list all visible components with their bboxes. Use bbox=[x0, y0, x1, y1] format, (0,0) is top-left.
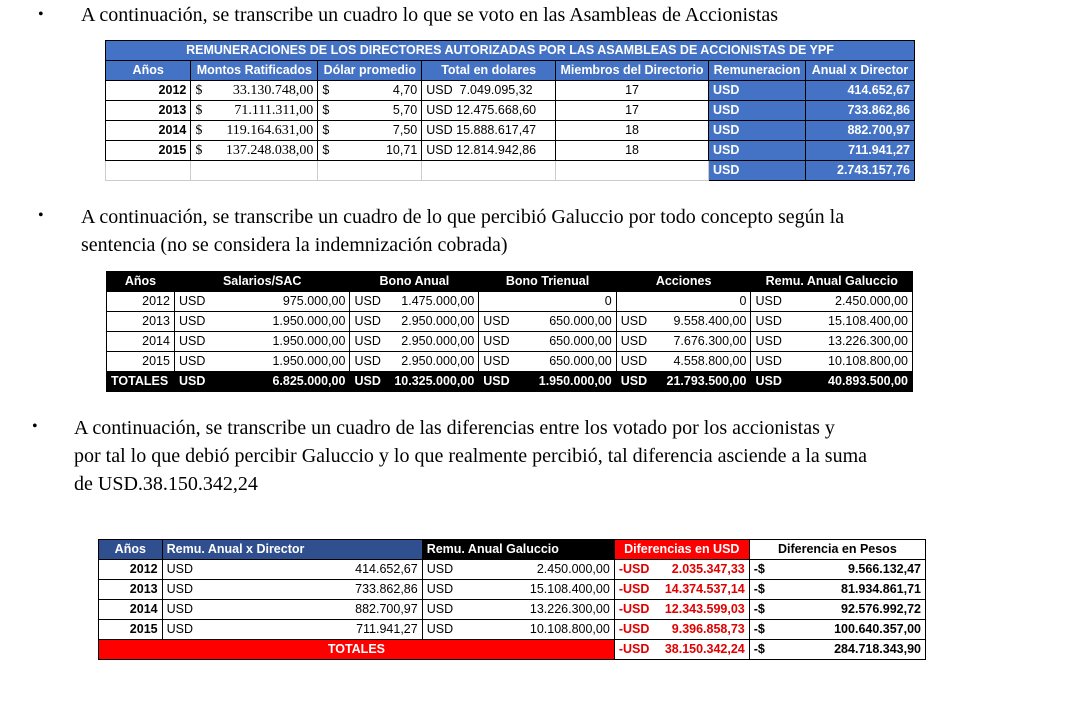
bullet-dot: • bbox=[38, 207, 44, 224]
currency: USD bbox=[751, 292, 795, 312]
acciones-total: 21.793.500,00 bbox=[657, 372, 751, 392]
remu-total: 40.893.500,00 bbox=[795, 372, 913, 392]
year-cell: 2014 bbox=[106, 121, 191, 141]
currency: USD bbox=[422, 560, 470, 580]
currency: USD bbox=[426, 123, 453, 137]
bullet-dot: • bbox=[38, 6, 44, 23]
currency: USD bbox=[350, 352, 390, 372]
col-header: Remu. Anual Galuccio bbox=[751, 272, 913, 292]
trienual-value: 0 bbox=[522, 292, 617, 312]
currency: USD bbox=[479, 312, 522, 332]
bono-total: 10.325.000,00 bbox=[390, 372, 479, 392]
dolar-value: 7,50 bbox=[392, 123, 418, 137]
currency: -$ bbox=[749, 620, 773, 640]
acciones-value: 4.558.800,00 bbox=[657, 352, 751, 372]
acciones-value: 7.676.300,00 bbox=[657, 332, 751, 352]
col-header: Diferencias en USD bbox=[614, 540, 749, 560]
currency: -$ bbox=[749, 560, 773, 580]
currency: USD bbox=[422, 580, 470, 600]
currency: USD bbox=[751, 352, 795, 372]
col-header: Años bbox=[99, 540, 163, 560]
currency: USD bbox=[174, 352, 218, 372]
currency: USD bbox=[709, 141, 806, 161]
table-row bbox=[99, 560, 926, 580]
miembros-value: 18 bbox=[556, 141, 709, 161]
currency: USD bbox=[709, 121, 806, 141]
currency: $ bbox=[322, 103, 330, 117]
bono-value: 2.950.000,00 bbox=[390, 312, 479, 332]
currency: USD bbox=[174, 332, 218, 352]
totals-label: TOTALES bbox=[107, 372, 175, 392]
table-row bbox=[106, 101, 915, 121]
total-anual-value: 2.743.157,76 bbox=[806, 161, 915, 181]
table-asambleas bbox=[105, 40, 915, 181]
anual-value: 711.941,27 bbox=[806, 141, 915, 161]
anual-value: 733.862,86 bbox=[806, 101, 915, 121]
salario-value: 975.000,00 bbox=[218, 292, 350, 312]
director-value: 711.941,27 bbox=[209, 620, 422, 640]
col-header: Años bbox=[107, 272, 175, 292]
total-value: 15.888.617,47 bbox=[456, 123, 537, 137]
col-header: Diferencia en Pesos bbox=[749, 540, 925, 560]
galuccio-value: 13.226.300,00 bbox=[470, 600, 614, 620]
year-cell: 2012 bbox=[107, 292, 175, 312]
currency: USD bbox=[174, 312, 218, 332]
currency: USD bbox=[350, 312, 390, 332]
director-value: 414.652,67 bbox=[209, 560, 422, 580]
currency bbox=[616, 292, 657, 312]
trienual-value: 650.000,00 bbox=[522, 332, 617, 352]
currency: USD bbox=[162, 580, 209, 600]
diferencia-pesos-total: 284.718.343,90 bbox=[773, 640, 925, 660]
currency: USD bbox=[162, 600, 209, 620]
bullet-text: A continuación, se transcribe un cuadro lo que se voto en las Asambleas de Accionistas bbox=[81, 4, 779, 26]
currency: USD bbox=[350, 372, 390, 392]
table-row bbox=[107, 312, 913, 332]
currency bbox=[479, 292, 522, 312]
salario-value: 1.950.000,00 bbox=[218, 352, 350, 372]
year-cell: 2012 bbox=[99, 560, 163, 580]
total-value: 12.814.942,86 bbox=[456, 143, 537, 157]
currency: USD bbox=[751, 372, 795, 392]
diferencia-usd-total: 38.150.342,24 bbox=[653, 640, 749, 660]
monto-value: 119.164.631,00 bbox=[226, 123, 314, 138]
col-header: Bono Anual bbox=[350, 272, 479, 292]
currency: USD bbox=[162, 620, 209, 640]
col-header: Montos Ratificados bbox=[191, 61, 318, 81]
col-header: Remu. Anual Galuccio bbox=[422, 540, 614, 560]
table-row bbox=[99, 600, 926, 620]
table-row bbox=[107, 332, 913, 352]
currency: USD bbox=[174, 292, 218, 312]
col-header: Anual x Director bbox=[806, 61, 915, 81]
year-cell: 2012 bbox=[106, 81, 191, 101]
director-value: 733.862,86 bbox=[209, 580, 422, 600]
remu-value: 2.450.000,00 bbox=[795, 292, 913, 312]
currency: -USD bbox=[614, 600, 653, 620]
trienual-total: 1.950.000,00 bbox=[522, 372, 617, 392]
currency: $ bbox=[322, 143, 330, 157]
year-cell: 2014 bbox=[99, 600, 163, 620]
remu-value: 10.108.800,00 bbox=[795, 352, 913, 372]
col-header: Remu. Anual x Director bbox=[162, 540, 422, 560]
table-row bbox=[99, 580, 926, 600]
table-galuccio bbox=[106, 271, 913, 392]
remu-value: 15.108.400,00 bbox=[795, 312, 913, 332]
bono-value: 2.950.000,00 bbox=[390, 332, 479, 352]
acciones-value: 0 bbox=[657, 292, 751, 312]
currency: USD bbox=[162, 560, 209, 580]
col-header: Acciones bbox=[616, 272, 751, 292]
currency: USD bbox=[479, 372, 522, 392]
trienual-value: 650.000,00 bbox=[522, 312, 617, 332]
galuccio-value: 15.108.400,00 bbox=[470, 580, 614, 600]
anual-value: 414.652,67 bbox=[806, 81, 915, 101]
table-row bbox=[99, 620, 926, 640]
currency: USD bbox=[422, 620, 470, 640]
bono-value: 1.475.000,00 bbox=[390, 292, 479, 312]
total-row bbox=[106, 161, 915, 181]
currency: $ bbox=[195, 103, 203, 118]
currency: -$ bbox=[749, 580, 773, 600]
bullet-text: A continuación, se transcribe un cuadro de las diferencias entre los votado por los accionistas y por tal lo que debió percibir Galuccio y lo que realmente percibió, tal diferencia asciende a la suma de USD.38.150.342,24 bbox=[74, 417, 867, 495]
salario-total: 6.825.000,00 bbox=[218, 372, 350, 392]
col-header: Total en dolares bbox=[422, 61, 556, 81]
total-value: 12.475.668,60 bbox=[456, 103, 537, 117]
currency: -$ bbox=[749, 640, 773, 660]
director-value: 882.700,97 bbox=[209, 600, 422, 620]
totals-row bbox=[99, 640, 926, 660]
currency: USD bbox=[479, 352, 522, 372]
currency: USD bbox=[751, 312, 795, 332]
diferencia-pesos: 100.640.357,00 bbox=[773, 620, 925, 640]
diferencia-usd: 12.343.599,03 bbox=[653, 600, 749, 620]
salario-value: 1.950.000,00 bbox=[218, 332, 350, 352]
currency: USD bbox=[426, 103, 453, 117]
currency: USD bbox=[751, 332, 795, 352]
total-value: 7.049.095,32 bbox=[459, 83, 533, 97]
remu-value: 13.226.300,00 bbox=[795, 332, 913, 352]
currency: -USD bbox=[614, 560, 653, 580]
table-row bbox=[107, 352, 913, 372]
trienual-value: 650.000,00 bbox=[522, 352, 617, 372]
bullet-dot: • bbox=[32, 418, 38, 435]
miembros-value: 17 bbox=[556, 81, 709, 101]
diferencia-usd: 9.396.858,73 bbox=[653, 620, 749, 640]
col-header: Bono Trienual bbox=[479, 272, 616, 292]
galuccio-value: 10.108.800,00 bbox=[470, 620, 614, 640]
dolar-value: 5,70 bbox=[392, 103, 418, 117]
year-cell: 2013 bbox=[106, 101, 191, 121]
table-row bbox=[106, 141, 915, 161]
dolar-value: 10,71 bbox=[385, 143, 418, 157]
monto-value: 71.111.311,00 bbox=[234, 103, 314, 118]
year-cell: 2014 bbox=[107, 332, 175, 352]
year-cell: 2015 bbox=[107, 352, 175, 372]
diferencia-pesos: 92.576.992,72 bbox=[773, 600, 925, 620]
currency: -$ bbox=[749, 600, 773, 620]
totals-row bbox=[107, 372, 913, 392]
dolar-value: 4,70 bbox=[392, 83, 418, 97]
diferencia-pesos: 81.934.861,71 bbox=[773, 580, 925, 600]
col-header: Salarios/SAC bbox=[174, 272, 350, 292]
totals-label: TOTALES bbox=[99, 640, 615, 660]
currency: -USD bbox=[614, 640, 653, 660]
table-row bbox=[106, 121, 915, 141]
table-row bbox=[106, 81, 915, 101]
col-header: Miembros del Directorio bbox=[556, 61, 709, 81]
year-cell: 2013 bbox=[107, 312, 175, 332]
currency: $ bbox=[195, 143, 203, 158]
miembros-value: 17 bbox=[556, 101, 709, 121]
currency: -USD bbox=[614, 620, 653, 640]
bullet-text: A continuación, se transcribe un cuadro de lo que percibió Galuccio por todo concepto según la sentencia (no se considera la indemnización cobrada) bbox=[81, 206, 845, 256]
table-row bbox=[107, 292, 913, 312]
table-title: REMUNERACIONES DE LOS DIRECTORES AUTORIZADAS POR LAS ASAMBLEAS DE ACCIONISTAS DE YPF bbox=[106, 41, 915, 61]
currency: USD bbox=[709, 101, 806, 121]
currency: USD bbox=[479, 332, 522, 352]
currency: -USD bbox=[614, 580, 653, 600]
currency: USD bbox=[426, 143, 453, 157]
col-header: Remuneracion bbox=[709, 61, 806, 81]
bono-value: 2.950.000,00 bbox=[390, 352, 479, 372]
year-cell: 2015 bbox=[106, 141, 191, 161]
currency: USD bbox=[422, 600, 470, 620]
currency: USD bbox=[616, 332, 657, 352]
anual-value: 882.700,97 bbox=[806, 121, 915, 141]
currency: USD bbox=[616, 372, 657, 392]
monto-value: 137.248.038,00 bbox=[225, 143, 314, 158]
currency: USD bbox=[709, 81, 806, 101]
currency: USD bbox=[350, 332, 390, 352]
diferencia-usd: 14.374.537,14 bbox=[653, 580, 749, 600]
currency: $ bbox=[322, 83, 330, 97]
currency: USD bbox=[616, 352, 657, 372]
currency: USD bbox=[709, 161, 806, 181]
year-cell: 2013 bbox=[99, 580, 163, 600]
table-diferencias bbox=[98, 539, 926, 660]
acciones-value: 9.558.400,00 bbox=[657, 312, 751, 332]
diferencia-pesos: 9.566.132,47 bbox=[773, 560, 925, 580]
col-header: Años bbox=[106, 61, 191, 81]
miembros-value: 18 bbox=[556, 121, 709, 141]
diferencia-usd: 2.035.347,33 bbox=[653, 560, 749, 580]
currency: $ bbox=[195, 123, 203, 138]
currency: USD bbox=[350, 292, 390, 312]
currency: $ bbox=[322, 123, 330, 137]
currency: USD bbox=[616, 312, 657, 332]
salario-value: 1.950.000,00 bbox=[218, 312, 350, 332]
monto-value: 33.130.748,00 bbox=[232, 83, 314, 98]
currency: USD bbox=[426, 83, 453, 97]
currency: $ bbox=[195, 83, 203, 98]
galuccio-value: 2.450.000,00 bbox=[470, 560, 614, 580]
currency: USD bbox=[174, 372, 218, 392]
year-cell: 2015 bbox=[99, 620, 163, 640]
col-header: Dólar promedio bbox=[318, 61, 422, 81]
